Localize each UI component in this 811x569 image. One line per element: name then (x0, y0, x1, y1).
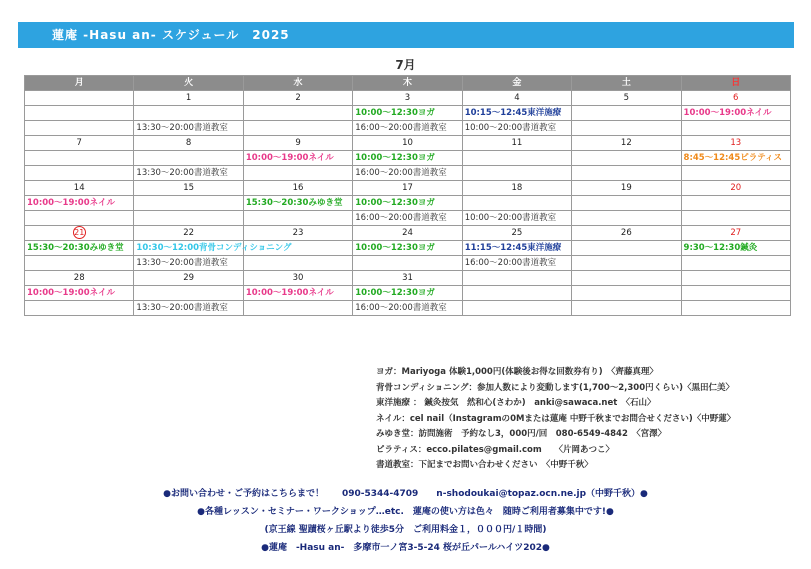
weekday-wed: 水 (243, 76, 352, 91)
day-cell: 26 (572, 226, 681, 241)
note-sebone: 背骨コンディショニング：参加人数により変動します(1,700～2,300円くらい)〈黒田仁美〉 (376, 382, 735, 393)
event-pilates: 8:45～12:45ピラティス (681, 151, 790, 166)
event-cell (681, 301, 790, 316)
note-toyo: 東洋施療 ： 鍼灸按気 然和心(さわか) anki@sawaca.net 〈石山〉 (376, 398, 656, 408)
event-cell (572, 241, 681, 256)
event-cell (25, 211, 134, 226)
day-cell: 13 (681, 136, 790, 151)
day-cell: 19 (572, 181, 681, 196)
day-cell: 3 (353, 91, 462, 106)
event-shodo: 13:30～20:00書道教室 (134, 256, 243, 271)
event-cell (134, 151, 243, 166)
event-row (25, 256, 791, 271)
day-cell: 22 (134, 226, 243, 241)
day-cell: 10 (353, 136, 462, 151)
day-cell: 23 (243, 226, 352, 241)
event-cell (134, 106, 243, 121)
event-shodo: 10:00～20:00書道教室 (462, 211, 571, 226)
event-cell (25, 121, 134, 136)
event-cell (681, 196, 790, 211)
event-cell (25, 256, 134, 271)
event-cell (243, 301, 352, 316)
event-row (25, 166, 791, 181)
day-cell (681, 271, 790, 286)
event-cell (134, 211, 243, 226)
weekday-mon: 月 (25, 76, 134, 91)
event-shodo: 13:30～20:00書道教室 (134, 301, 243, 316)
weekday-thu: 木 (353, 76, 462, 91)
event-cell (462, 286, 571, 301)
day-cell: 31 (353, 271, 462, 286)
event-cell (353, 256, 462, 271)
event-cell (462, 196, 571, 211)
event-nail: 10:00～19:00ネイル (25, 196, 134, 211)
event-nail: 10:00～19:00ネイル (25, 286, 134, 301)
weekday-tue: 火 (134, 76, 243, 91)
event-shodo: 16:00～20:00書道教室 (462, 256, 571, 271)
event-shodo: 13:30～20:00書道教室 (134, 121, 243, 136)
event-cell (243, 121, 352, 136)
day-cell (462, 271, 571, 286)
day-cell: 9 (243, 136, 352, 151)
event-row (25, 211, 791, 226)
event-yoga: 10:00～12:30ヨガ (353, 241, 462, 256)
date-row (25, 271, 791, 286)
event-row (25, 106, 791, 121)
day-cell: 16 (243, 181, 352, 196)
event-cell (572, 166, 681, 181)
event-cell (572, 286, 681, 301)
event-cell (572, 211, 681, 226)
day-cell: 24 (353, 226, 462, 241)
event-cell (462, 166, 571, 181)
weekday-fri: 金 (462, 76, 571, 91)
event-sebone: 10:30～12:00背骨コンディショニング (134, 241, 243, 256)
date-row (25, 136, 791, 151)
event-cell (681, 211, 790, 226)
event-cell (572, 301, 681, 316)
day-cell (25, 91, 134, 106)
event-shodo: 13:30～20:00書道教室 (134, 166, 243, 181)
event-nail: 10:00～19:00ネイル (243, 151, 352, 166)
footer-contact: ●お問い合わせ・ご予約はこちらまで！ 090-5344-4709 n-shodoukai@topaz.ocn.ne.jp（中野千秋）● (163, 489, 648, 499)
event-miyuki: 15:30～20:30みゆき堂 (25, 241, 134, 256)
day-cell-holiday (25, 226, 134, 241)
event-shodo: 16:00～20:00書道教室 (353, 211, 462, 226)
event-cell (572, 151, 681, 166)
event-row (25, 121, 791, 136)
event-row (25, 196, 791, 211)
day-cell: 29 (134, 271, 243, 286)
footer-address: ●蓮庵 -Hasu an- 多摩市一ノ宮3-5-24 桜が丘パールハイツ202● (261, 543, 550, 553)
note-nail: ネイル：cel nail（Instagramの0Mまたは蓮庵 中野千秋までお問合せください)〈中野蓮〉 (376, 413, 736, 424)
day-cell: 12 (572, 136, 681, 151)
date-row (25, 226, 791, 241)
event-shodo: 16:00～20:00書道教室 (353, 301, 462, 316)
day-cell: 11 (462, 136, 571, 151)
event-row (25, 286, 791, 301)
note-pilates: ピラティス：ecco.pilates@gmail.com 〈片岡あつこ〉 (376, 444, 614, 455)
event-cell (134, 196, 243, 211)
day-cell: 27 (681, 226, 790, 241)
event-toyo: 11:15～12:45東洋施療 (462, 241, 571, 256)
event-row (25, 241, 791, 256)
day-cell: 30 (243, 271, 352, 286)
event-cell (572, 121, 681, 136)
date-row (25, 181, 791, 196)
event-cell (572, 106, 681, 121)
day-cell: 15 (134, 181, 243, 196)
event-nail: 10:00～19:00ネイル (243, 286, 352, 301)
day-cell: 20 (681, 181, 790, 196)
event-cell (681, 256, 790, 271)
event-cell (134, 286, 243, 301)
event-cell (243, 166, 352, 181)
note-yoga: ヨガ：Mariyoga 体験1,000円(体験後お得な回数券有り) 〈齊藤真理〉 (376, 367, 658, 377)
event-cell (25, 151, 134, 166)
event-cell (243, 106, 352, 121)
event-cell (25, 166, 134, 181)
event-cell (572, 256, 681, 271)
event-miyuki: 15:30～20:30みゆき堂 (243, 196, 352, 211)
day-cell: 8 (134, 136, 243, 151)
event-yoga: 10:00～12:30ヨガ (353, 196, 462, 211)
day-cell: 25 (462, 226, 571, 241)
footer-access: (京王線 聖蹟桜ヶ丘駅より徒歩5分 ご利用料金１，０００円/１時間) (264, 525, 547, 535)
day-cell: 17 (353, 181, 462, 196)
day-cell (572, 271, 681, 286)
date-row (25, 91, 791, 106)
event-shinkyu: 9:30～12:30鍼灸 (681, 241, 790, 256)
instructor-notes (376, 365, 735, 474)
event-shodo: 10:00～20:00書道教室 (462, 121, 571, 136)
event-cell (462, 151, 571, 166)
event-cell (25, 301, 134, 316)
day-cell: 14 (25, 181, 134, 196)
holiday-circle: 21 (74, 228, 85, 237)
day-cell: 7 (25, 136, 134, 151)
event-row (25, 151, 791, 166)
event-shodo: 16:00～20:00書道教室 (353, 121, 462, 136)
event-cell (462, 301, 571, 316)
event-yoga: 10:00～12:30ヨガ (353, 106, 462, 121)
event-cell (681, 166, 790, 181)
day-cell: 28 (25, 271, 134, 286)
note-miyuki: みゆき堂：訪問施術 予約なし3，000円/回 080-6549-4842 〈宮澤〉 (376, 429, 667, 439)
event-nail: 10:00～19:00ネイル (681, 106, 790, 121)
weekday-sat: 土 (572, 76, 681, 91)
weekday-header-row (25, 76, 791, 91)
weekday-sun: 日 (681, 76, 790, 91)
calendar-table (24, 75, 791, 316)
day-cell: 4 (462, 91, 571, 106)
page-title: 蓮庵 -Hasu an- スケジュール 2025 (18, 22, 794, 48)
note-shodo: 書道教室：下記までお問い合わせください 〈中野千秋〉 (376, 460, 593, 470)
event-cell (572, 196, 681, 211)
event-cell (243, 211, 352, 226)
event-yoga: 10:00～12:30ヨガ (353, 286, 462, 301)
event-cell (681, 286, 790, 301)
event-yoga: 10:00～12:30ヨガ (353, 151, 462, 166)
day-cell: 5 (572, 91, 681, 106)
day-cell: 2 (243, 91, 352, 106)
event-cell (681, 121, 790, 136)
day-cell: 18 (462, 181, 571, 196)
event-row (25, 301, 791, 316)
month-label: 7月 (395, 58, 416, 72)
event-shodo: 16:00～20:00書道教室 (353, 166, 462, 181)
footer-recruit: ●各種レッスン・セミナー・ワークショップ…etc. 蓮庵の使い方は色々 随時ご利用者募集中です!● (197, 507, 614, 517)
day-cell: 1 (134, 91, 243, 106)
day-cell: 6 (681, 91, 790, 106)
event-toyo: 10:15～12:45東洋施療 (462, 106, 571, 121)
event-cell (25, 106, 134, 121)
event-cell (243, 256, 352, 271)
